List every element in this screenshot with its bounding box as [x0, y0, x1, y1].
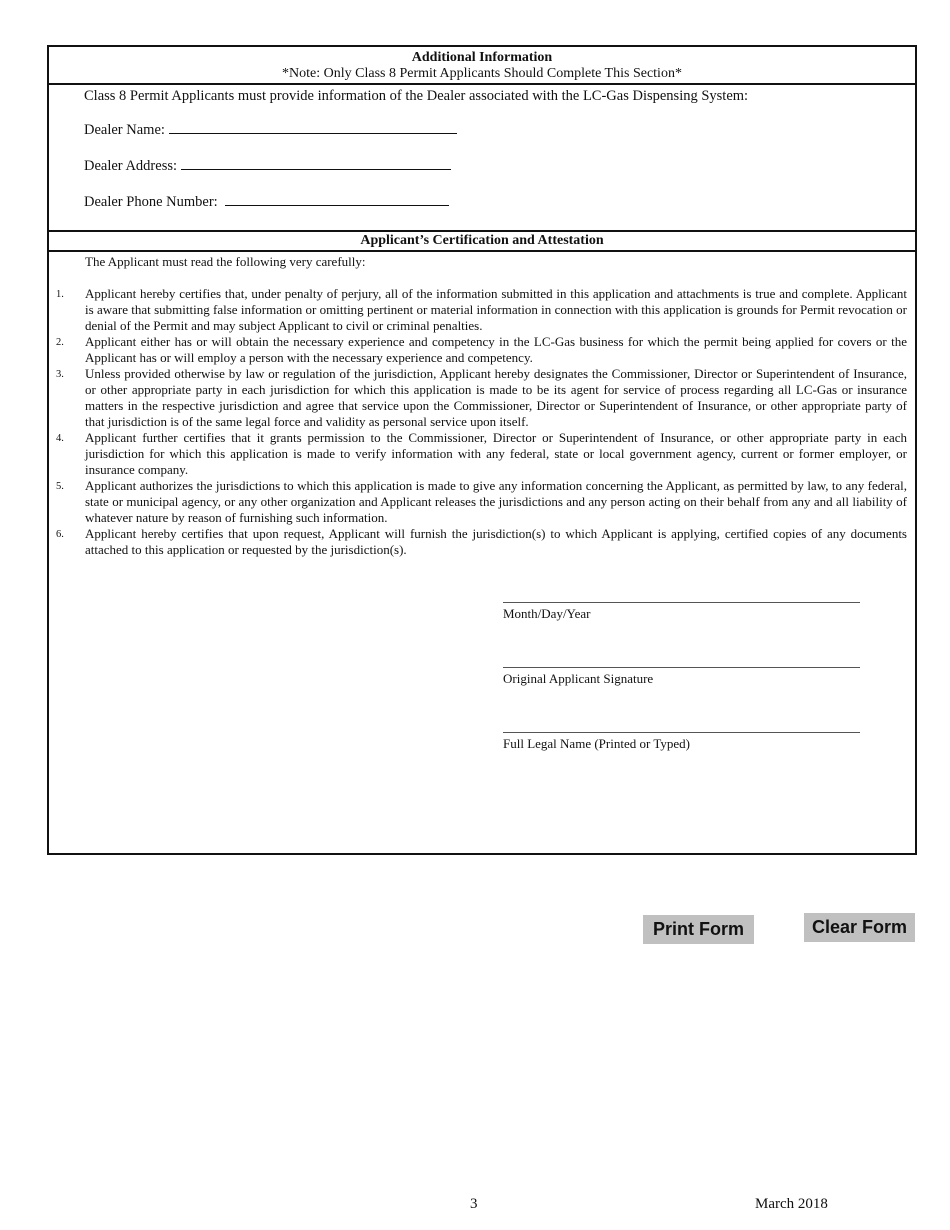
dealer-address-row — [84, 157, 451, 175]
applicant-signature-block — [503, 667, 860, 687]
date-field[interactable] — [503, 602, 860, 603]
item-number: 5. — [56, 481, 64, 492]
legal-name-block — [503, 732, 860, 752]
dealer-address-field[interactable] — [181, 157, 451, 170]
application-form-section — [47, 45, 917, 855]
additional-information-title: Additional Information — [411, 50, 553, 65]
item-number: 1. — [56, 289, 64, 300]
certification-title: Applicant’s Certification and Attestation — [49, 230, 915, 252]
certification-item — [49, 526, 907, 558]
item-text: Unless provided otherwise by law or regulation of the jurisdiction, Applicant hereby designates the Commissioner, Director or Superintendent of Insurance, or other appropriate party in each jurisdiction for which this application is made to be its agent for service of process regarding all LC-Gas or insurance matters in the respective jurisdiction and agree that service upon the Commissioner, Director or Superintendent of Insurance, or other appropriate party of that jurisdiction is of the same legal force and validity as personal service upon itself. — [85, 366, 907, 429]
certification-list — [49, 286, 907, 558]
dealer-intro-text: Class 8 Permit Applicants must provide information of the Dealer associated with the LC-Gas Dispensing System: — [84, 88, 749, 104]
signature-field[interactable] — [503, 667, 860, 668]
date-signature-block — [503, 602, 860, 622]
print-form-button[interactable]: Print Form — [643, 915, 754, 944]
certification-item — [49, 286, 907, 334]
revision-date: March 2018 — [755, 1196, 828, 1212]
legal-name-field[interactable] — [503, 732, 860, 733]
dealer-phone-label: Dealer Phone Number: — [84, 194, 218, 210]
certification-item — [49, 478, 907, 526]
item-number: 6. — [56, 529, 64, 540]
item-text: Applicant hereby certifies that upon request, Applicant will furnish the jurisdiction(s) to which Applicant is applying, certified copies of any documents attached to this application or requested by the jurisdiction(s). — [85, 526, 907, 557]
certification-item — [49, 334, 907, 366]
clear-form-button[interactable]: Clear Form — [804, 913, 915, 942]
item-number: 4. — [56, 433, 64, 444]
certification-item — [49, 430, 907, 478]
item-text: Applicant further certifies that it grants permission to the Commissioner, Director or Superintendent of Insurance, or other appropriate party in each jurisdiction for which this application is made to verify information with any federal, state or local government agency, current or former employer, or insurance company. — [85, 430, 907, 477]
item-text: Applicant authorizes the jurisdictions to which this application is made to give any information concerning the Applicant, as permitted by law, to any federal, state or municipal agency, or any other organization and Applicant releases the jurisdictions and any person acting on their behalf from any and all liability of whatever nature by reason of furnishing such information. — [85, 478, 907, 525]
must-read-text: The Applicant must read the following very carefully: — [85, 254, 366, 269]
item-text: Applicant either has or will obtain the necessary experience and competency in the LC-Gas business for which the permit being applied for covers or the Applicant has or will employ a person with the necessary experience and competency. — [85, 334, 907, 365]
signature-label: Original Applicant Signature — [503, 671, 654, 686]
dealer-name-row — [84, 121, 457, 139]
additional-information-header — [49, 47, 915, 85]
dealer-address-label: Dealer Address: — [84, 158, 178, 174]
item-number: 3. — [56, 369, 64, 380]
dealer-phone-field[interactable] — [225, 193, 449, 206]
dealer-name-field[interactable] — [169, 121, 457, 134]
date-label: Month/Day/Year — [503, 606, 591, 621]
item-number: 2. — [56, 337, 64, 348]
certification-item — [49, 366, 907, 430]
dealer-phone-row — [84, 193, 449, 211]
item-text: Applicant hereby certifies that, under penalty of perjury, all of the information submitted in this application and attachments is true and complete. Applicant is aware that submitting false information or omitting pertinent or material information in connection with this application is grounds for Permit revocation or denial of the Permit and may subject Applicant to civil or criminal penalties. — [85, 286, 907, 333]
class-8-note: *Note: Only Class 8 Permit Applicants Should Complete This Section* — [282, 66, 682, 81]
dealer-info-section — [84, 87, 907, 210]
page-number: 3 — [470, 1196, 478, 1212]
legal-name-label: Full Legal Name (Printed or Typed) — [503, 736, 690, 751]
dealer-name-label: Dealer Name: — [84, 122, 165, 138]
